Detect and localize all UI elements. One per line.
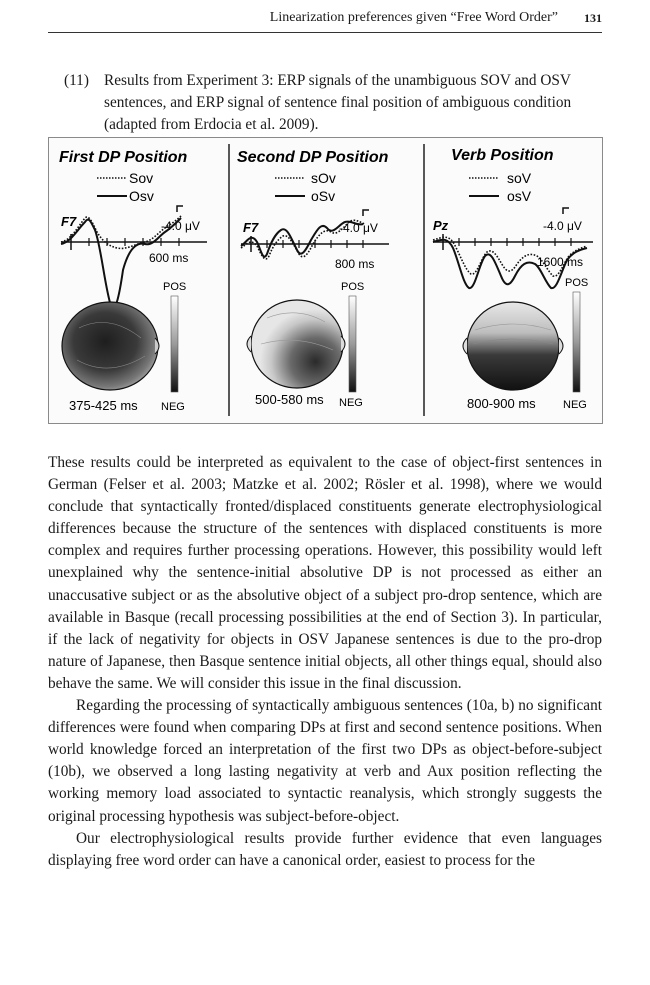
example-number: (11) bbox=[64, 72, 89, 89]
time-window-label: 800-900 ms bbox=[467, 396, 536, 411]
time-window-label: 375-425 ms bbox=[69, 398, 138, 413]
scale-marker bbox=[177, 206, 183, 212]
ear-icon bbox=[155, 338, 159, 354]
running-head-title: Linearization preferences given “Free Word Order” bbox=[269, 10, 558, 25]
scale-marker bbox=[363, 210, 369, 216]
legend-label: soV bbox=[507, 170, 532, 186]
electrode-label: F7 bbox=[61, 214, 77, 229]
erp-figure-svg bbox=[49, 138, 602, 423]
legend-label: osV bbox=[507, 188, 532, 204]
ear-icon bbox=[247, 336, 251, 352]
panel-verb bbox=[433, 147, 593, 411]
neg-label: NEG bbox=[563, 399, 587, 411]
scalp-map bbox=[62, 302, 158, 390]
panel-title: Second DP Position bbox=[237, 149, 389, 166]
erp-figure bbox=[48, 137, 603, 424]
legend-label: sOv bbox=[311, 170, 336, 186]
legend-label: oSv bbox=[311, 188, 336, 204]
ear-icon bbox=[559, 338, 563, 354]
time-scale-label: 600 ms bbox=[149, 251, 189, 265]
neg-label: NEG bbox=[161, 401, 185, 413]
amplitude-label: -4.0 μV bbox=[161, 219, 200, 233]
paragraph: Regarding the processing of syntactically ambiguous sentences (10a, b) no significant differences were found when comparing DPs at first and second sentence positions. When world knowledge forced an interpretation of the first two DPs as object-before-subject (10b), we observed a long lasting negativity at verb and Aux position reflecting the working memory load associated to syntactic reanalysis, which strongly suggests the original processing hypothesis was subject-before-object. bbox=[48, 697, 602, 825]
running-head bbox=[48, 8, 602, 33]
color-scale-bar bbox=[349, 296, 356, 392]
pos-label: POS bbox=[565, 277, 589, 289]
pos-label: POS bbox=[341, 281, 365, 293]
neg-label: NEG bbox=[339, 397, 363, 409]
panel-title: First DP Position bbox=[59, 149, 188, 166]
electrode-label: Pz bbox=[433, 218, 449, 233]
panel-first-dp bbox=[59, 149, 207, 413]
pos-label: POS bbox=[163, 281, 187, 293]
time-window-label: 500-580 ms bbox=[255, 392, 324, 407]
example-block bbox=[64, 70, 604, 136]
amplitude-label: -4.0 μV bbox=[339, 221, 378, 235]
color-scale-bar bbox=[171, 296, 178, 392]
panel-second-dp bbox=[237, 149, 389, 409]
legend-label: Osv bbox=[129, 188, 154, 204]
color-scale-bar bbox=[573, 292, 580, 392]
legend-label: Sov bbox=[129, 170, 154, 186]
time-scale-label: 800 ms bbox=[335, 257, 375, 271]
paragraph: Our electrophysiological results provide further evidence that even languages displaying free word order can have a canonical order, easiest to process for the bbox=[48, 829, 602, 869]
paragraph: These results could be interpreted as equivalent to the case of object-first sentences in German (Felser et al. 2003; Matzke et al. 2002; Rösler et al. 1998), where we would conclude that syntactically fronted/displaced constituents generate electrophysiological differences because the structure of the sentences with displaced constituents is more complex and requires further processing operations. However, this possibility would left unexplained why the sentence-initial absolutive DP is not processed as either an unaccusative subject or as the absolutive object of a subject pro-drop sentence, which are available in Basque (recall processing possibilities at the end of Section 3). In particular, if the lack of negativity for objects in OSV Japanese sentences is due to the pro-drop nature of Japanese, then Basque sentence initial objects, all other things equal, should also behave the same. We will consider this issue in the final discussion. bbox=[48, 454, 602, 692]
scale-marker bbox=[563, 208, 569, 214]
amplitude-label: -4.0 μV bbox=[543, 219, 582, 233]
panel-title: Verb Position bbox=[451, 147, 554, 164]
scalp-map bbox=[467, 302, 559, 390]
page-number: 131 bbox=[584, 11, 602, 25]
ear-icon bbox=[341, 336, 345, 352]
ear-icon bbox=[463, 338, 467, 354]
time-scale-label: 1600 ms bbox=[537, 255, 584, 269]
example-caption: Results from Experiment 3: ERP signals of the unambiguous SOV and OSV sentences, and ERP signal of sentence final position of ambiguous condition (adapted from Erdocia et al. 2009). bbox=[104, 72, 572, 133]
body-text bbox=[48, 452, 602, 872]
electrode-label: F7 bbox=[243, 220, 259, 235]
